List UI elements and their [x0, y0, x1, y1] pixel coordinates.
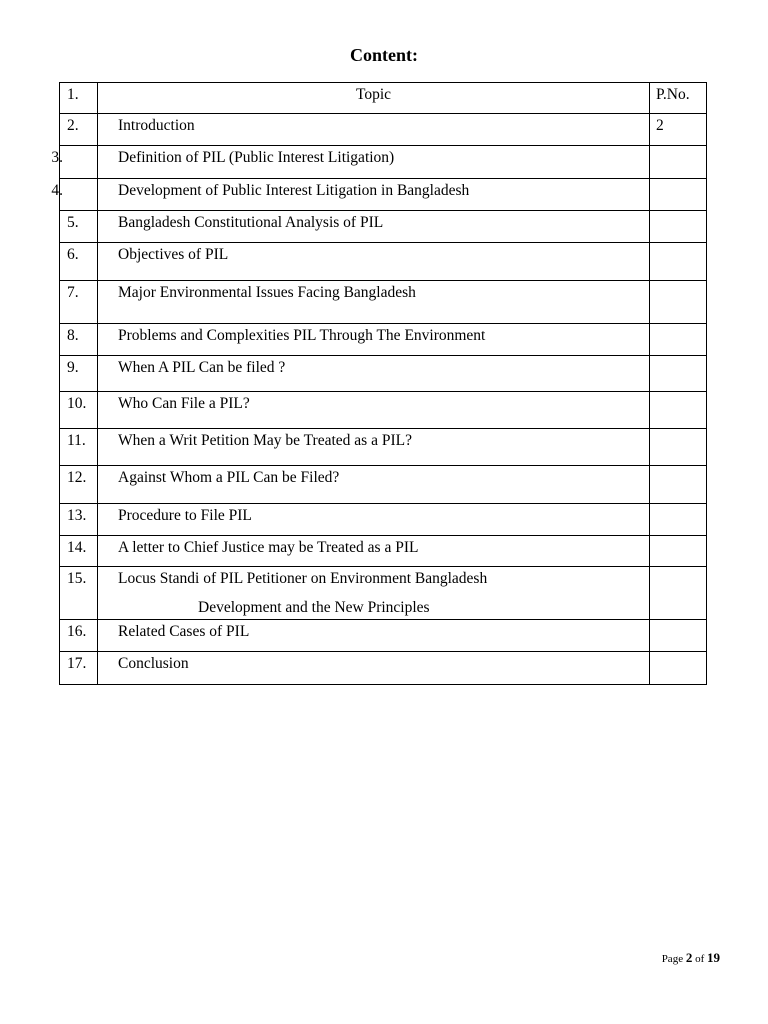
table-row: [60, 392, 707, 429]
row-num: 15.: [60, 567, 98, 620]
row-num: 7.: [60, 281, 98, 324]
row-topic: Introduction: [98, 114, 650, 146]
table-row: [60, 620, 707, 652]
page-number: [662, 950, 720, 966]
row-topic: Against Whom a PIL Can be Filed?: [98, 466, 650, 504]
row-topic: [98, 567, 650, 620]
row-num: 2.: [60, 114, 98, 146]
row-topic: Procedure to File PIL: [98, 504, 650, 536]
row-num-text: 4.: [51, 182, 63, 199]
row-pno: [650, 429, 707, 466]
row-topic: When a Writ Petition May be Treated as a PIL?: [98, 429, 650, 466]
row-topic: Problems and Complexities PIL Through The Environment: [98, 324, 650, 356]
table-row: [60, 652, 707, 685]
table-row: [60, 211, 707, 243]
row-topic: Objectives of PIL: [98, 243, 650, 281]
row-pno: 2: [650, 114, 707, 146]
row-num: 14.: [60, 536, 98, 567]
of-word: of: [695, 953, 705, 965]
header-pno: P.No.: [650, 83, 707, 114]
current-page: 2: [685, 950, 693, 965]
row-num: 13.: [60, 504, 98, 536]
row-num: 10.: [60, 392, 98, 429]
row-pno: [650, 243, 707, 281]
row-pno: [650, 504, 707, 536]
row-pno: [650, 324, 707, 356]
table-row: [60, 504, 707, 536]
table-row: [60, 356, 707, 392]
row-topic-line1: Locus Standi of PIL Petitioner on Environment Bangladesh: [118, 570, 488, 587]
table-row: [60, 567, 707, 620]
table-row: [60, 114, 707, 146]
contents-table: [51, 82, 707, 685]
table-header-row: [60, 83, 707, 114]
table-row: [60, 179, 707, 211]
row-topic: When A PIL Can be filed ?: [98, 356, 650, 392]
row-pno: [650, 211, 707, 243]
row-topic: Major Environmental Issues Facing Bangladesh: [98, 281, 650, 324]
header-topic: Topic: [98, 83, 650, 114]
row-topic: A letter to Chief Justice may be Treated as a PIL: [98, 536, 650, 567]
row-pno: [650, 179, 707, 211]
row-pno: [650, 466, 707, 504]
row-num: [51, 179, 98, 211]
row-pno: [650, 620, 707, 652]
row-num: 8.: [60, 324, 98, 356]
total-pages: 19: [707, 950, 720, 965]
row-pno: [650, 652, 707, 685]
row-pno: [650, 567, 707, 620]
row-num: 6.: [60, 243, 98, 281]
row-num: 9.: [60, 356, 98, 392]
row-pno: [650, 146, 707, 179]
row-num: 12.: [60, 466, 98, 504]
row-num-text: 3.: [51, 149, 63, 166]
row-num: 16.: [60, 620, 98, 652]
page-word: Page: [661, 953, 684, 965]
table-row: [60, 243, 707, 281]
table-row: [60, 281, 707, 324]
row-num: 5.: [60, 211, 98, 243]
row-topic: Related Cases of PIL: [98, 620, 650, 652]
row-pno: [650, 356, 707, 392]
table-row: [60, 466, 707, 504]
table-row: [60, 146, 707, 179]
header-num: 1.: [60, 83, 98, 114]
row-num: [51, 146, 98, 179]
row-num: 11.: [60, 429, 98, 466]
row-topic: Who Can File a PIL?: [98, 392, 650, 429]
table-row: [60, 536, 707, 567]
row-topic: Conclusion: [98, 652, 650, 685]
table-row: [60, 429, 707, 466]
page-title: Content:: [350, 45, 418, 65]
row-topic: Development of Public Interest Litigation in Bangladesh: [98, 179, 650, 211]
row-topic: Definition of PIL (Public Interest Litigation): [98, 146, 650, 179]
row-topic-line2: Development and the New Principles: [198, 599, 430, 616]
row-pno: [650, 392, 707, 429]
row-topic: Bangladesh Constitutional Analysis of PIL: [98, 211, 650, 243]
row-pno: [650, 536, 707, 567]
row-num: 17.: [60, 652, 98, 685]
row-pno: [650, 281, 707, 324]
table-row: [60, 324, 707, 356]
